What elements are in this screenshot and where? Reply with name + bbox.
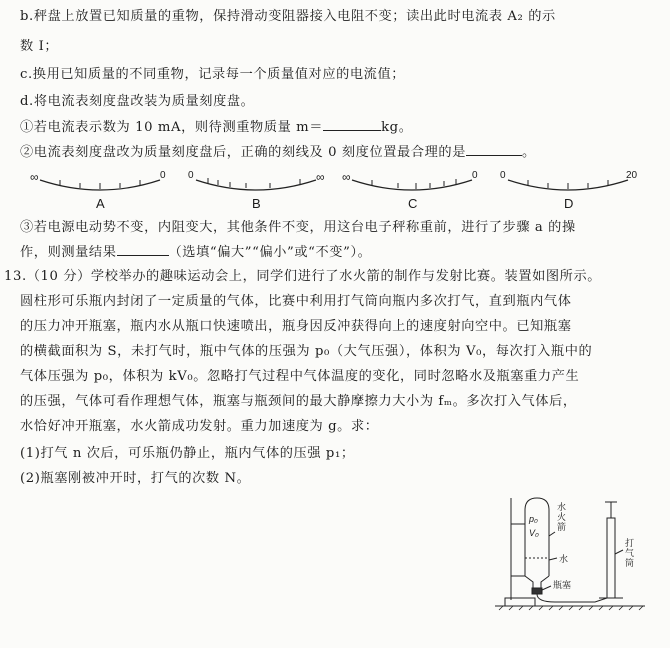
question-3-options: （选填“偏大”“偏小”或“不变”）。: [168, 245, 372, 260]
text-line: 的压强，气体可看作理想气体，瓶塞与瓶颈间的最大静摩擦力大小为 fₘ。多次打入气体后，: [20, 394, 577, 409]
question-2-text: ②电流表刻度盘改为质量刻度盘后，正确的刻线及 0 刻度位置最合理的是: [20, 145, 466, 160]
water-rocket-figure: [495, 494, 655, 614]
text-line: 气体压强为 p₀，体积为 kV₀。忽略打气过程中气体温度的变化，同时忽略水及瓶塞重力产生: [20, 369, 580, 384]
period: 。: [521, 145, 536, 160]
label-p0: p₀: [529, 514, 538, 524]
label-v0: V₀: [529, 528, 539, 538]
problem-13-heading: 13.（10 分）学校举办的趣味运动会上，同学们进行了水火箭的制作与发射比赛。装置如图所示。: [4, 269, 602, 284]
sub-question-2: (2)瓶塞刚被冲开时，打气的次数 N。: [20, 471, 251, 486]
dial-c-left: ∞: [342, 170, 351, 184]
text-line: 数 I；: [20, 39, 59, 54]
text-line: 的压力冲开瓶塞，瓶内水从瓶口快速喷出，瓶身因反冲获得向上的速度射向空中。已知瓶塞: [20, 319, 572, 334]
text-line: c.换用已知质量的不同重物，记录每一个质量值对应的电流值；: [20, 67, 406, 82]
dial-b-left: 0: [188, 170, 194, 181]
sub-question-1: (1)打气 n 次后，可乐瓶仍静止，瓶内气体的压强 p₁；: [20, 446, 355, 461]
unit-kg: kg。: [381, 120, 413, 135]
dial-a-right: 0: [160, 170, 166, 181]
answer-blank-2[interactable]: [466, 143, 522, 156]
label-water: 水: [559, 554, 569, 564]
dial-b-label[interactable]: B: [252, 196, 261, 211]
text-line: 的横截面积为 S，未打气时，瓶中气体的压强为 p₀（大气压强），体积为 V₀，每次打入瓶中的: [20, 344, 593, 359]
text-line: ③若电源电动势不变，内阻变大，其他条件不变，用这台电子秤称重前，进行了步骤 a 的操: [20, 220, 576, 235]
text-line: 水恰好冲开瓶塞，水火箭成功发射。重力加速度为 g。求：: [20, 419, 379, 434]
question-1-text: ①若电流表示数为 10 mA，则待测重物质量 m＝: [20, 120, 324, 135]
dial-options: [0, 166, 670, 216]
answer-blank-1[interactable]: [323, 118, 381, 131]
text-line: 圆柱形可乐瓶内封闭了一定质量的气体，比赛中利用打气筒向瓶内多次打气，直到瓶内气体: [20, 294, 572, 309]
text-line: b.秤盘上放置已知质量的重物，保持滑动变阻器接入电阻不变；读出此时电流表 A₂ 的示: [20, 9, 556, 24]
text-line: d.将电流表刻度盘改装为质量刻度盘。: [20, 94, 255, 109]
dial-c-right: 0: [472, 170, 478, 181]
dial-c-label[interactable]: C: [408, 196, 418, 211]
label-stopper: 瓶塞: [553, 580, 572, 590]
dial-d-left: 0: [500, 170, 506, 181]
question-3: [20, 243, 371, 262]
question-1: [20, 118, 413, 137]
label-water-rocket: 水 火 箭: [557, 502, 567, 532]
question-3-text: 作，则测量结果: [20, 245, 117, 260]
answer-blank-3[interactable]: [117, 243, 169, 256]
dial-a-left: ∞: [30, 170, 39, 184]
question-2: [20, 143, 536, 162]
dial-b-right: ∞: [316, 170, 325, 184]
dial-a-label[interactable]: A: [96, 196, 105, 211]
dial-d-label[interactable]: D: [564, 196, 574, 211]
label-pump: 打 气 筒: [625, 538, 635, 568]
dial-d-right: 20: [626, 170, 638, 181]
